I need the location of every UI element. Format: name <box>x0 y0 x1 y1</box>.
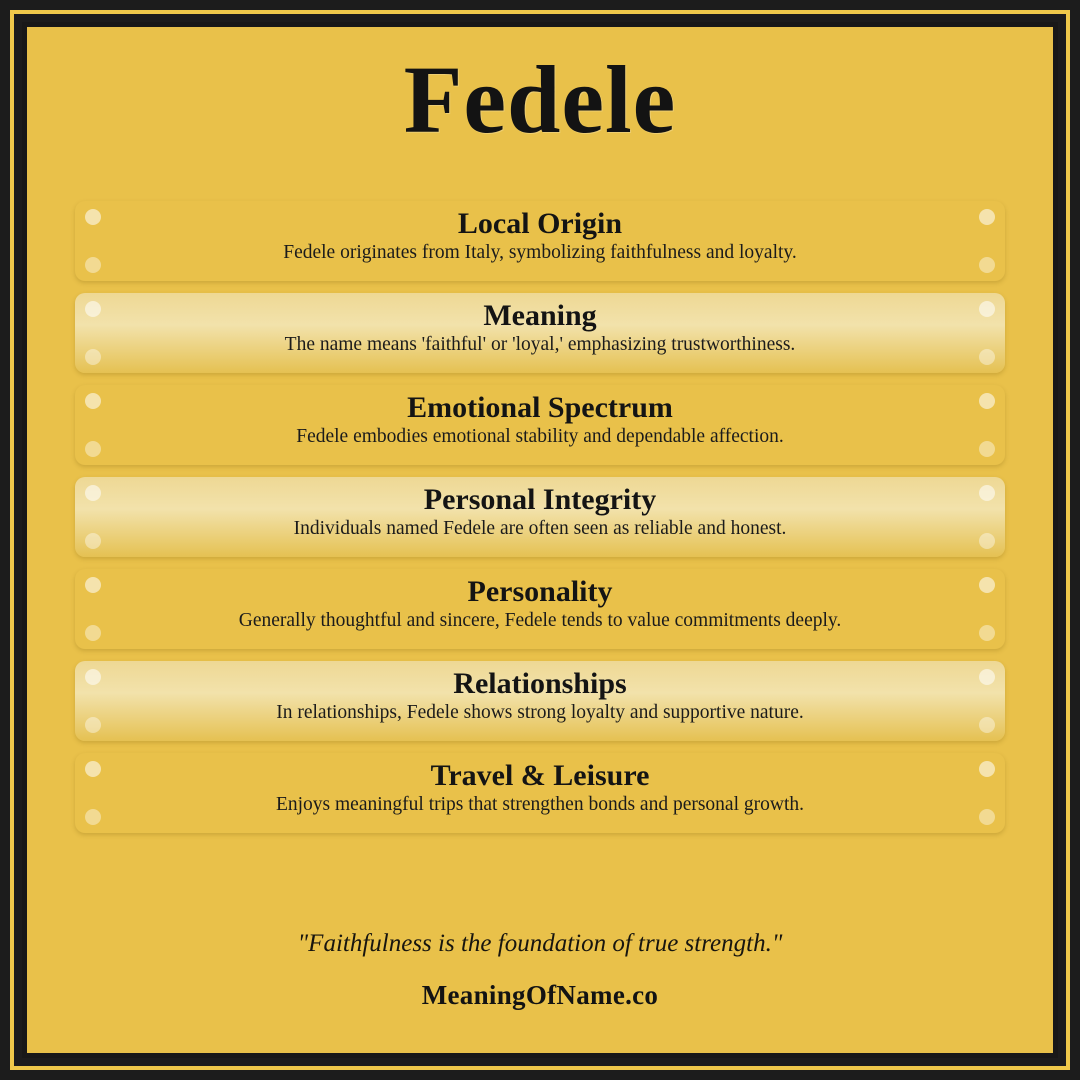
info-card <box>75 753 1005 833</box>
card-description: Fedele embodies emotional stability and dependable affection. <box>296 425 784 447</box>
card-heading: Local Origin <box>457 207 623 241</box>
card-description: In relationships, Fedele shows strong loyalty and supportive nature. <box>276 701 804 723</box>
card-description: The name means 'faithful' or 'loyal,' emphasizing trustworthiness. <box>284 333 796 355</box>
brand-name: MeaningOfName.co <box>421 980 659 1010</box>
card-heading: Meaning <box>483 299 597 333</box>
rivet-icon <box>85 625 101 641</box>
card-heading: Relationships <box>453 667 627 701</box>
rivet-icon <box>85 441 101 457</box>
rivet-icon <box>85 257 101 273</box>
quote-text: "Faithfulness is the foundation of true strength." <box>297 930 783 957</box>
card-description: Enjoys meaningful trips that strengthen bonds and personal growth. <box>275 793 805 815</box>
card-heading: Emotional Spectrum <box>407 391 673 425</box>
rivet-icon <box>979 717 995 733</box>
info-card <box>75 569 1005 649</box>
rivet-icon <box>979 349 995 365</box>
rivet-icon <box>85 533 101 549</box>
inner-frame <box>22 22 1058 1058</box>
rivet-icon <box>979 533 995 549</box>
card-description: Fedele originates from Italy, symbolizing faithfulness and loyalty. <box>283 241 797 263</box>
info-card <box>75 385 1005 465</box>
rivet-icon <box>85 717 101 733</box>
info-card <box>75 661 1005 741</box>
card-description: Generally thoughtful and sincere, Fedele tends to value commitments deeply. <box>238 609 842 631</box>
rivet-icon <box>979 441 995 457</box>
card-heading: Travel & Leisure <box>430 759 650 793</box>
rivet-icon <box>979 257 995 273</box>
info-card-list <box>75 201 1005 833</box>
info-card <box>75 201 1005 281</box>
poster-content <box>27 27 1053 1053</box>
info-card <box>75 477 1005 557</box>
rivet-icon <box>85 809 101 825</box>
rivet-icon <box>979 625 995 641</box>
info-card <box>75 293 1005 373</box>
card-heading: Personal Integrity <box>423 483 657 517</box>
card-description: Individuals named Fedele are often seen as reliable and honest. <box>293 517 787 539</box>
page-title: Fedele <box>403 46 677 153</box>
poster-footer <box>27 930 1053 1011</box>
card-heading: Personality <box>467 575 613 609</box>
rivet-icon <box>85 349 101 365</box>
rivet-icon <box>979 809 995 825</box>
